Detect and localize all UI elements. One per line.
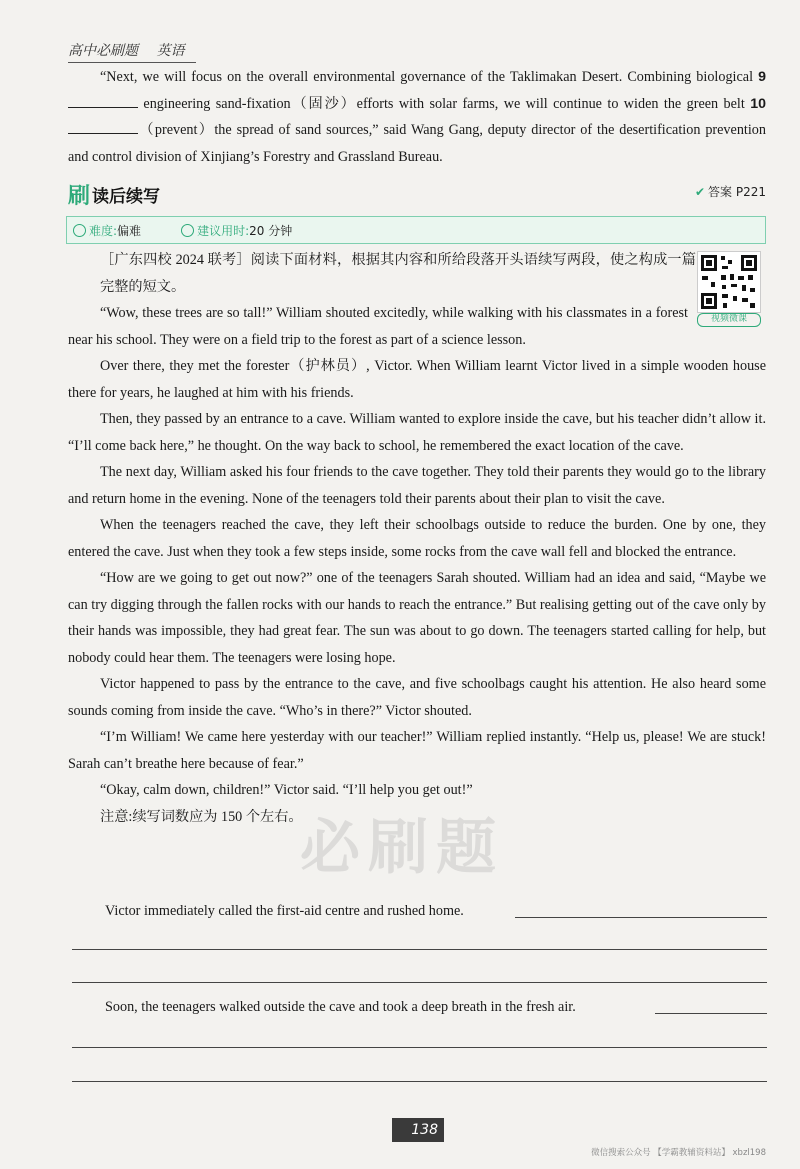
answer-reference — [695, 183, 766, 200]
suggested-time — [181, 222, 292, 239]
info-bar — [66, 216, 766, 244]
answer-label: 答案 — [708, 185, 733, 199]
intro-paragraph — [68, 64, 766, 170]
blank-10-line[interactable] — [68, 119, 138, 134]
passage-paragraph: “Okay, calm down, children!” Victor said. “I’ll help you get out!” — [100, 782, 473, 798]
writing-line[interactable] — [655, 1013, 767, 1014]
footer-credit: 微信搜索公众号 【学霸教辅资料站】 xbzl198 — [591, 1148, 766, 1158]
header-rule — [68, 62, 196, 63]
time-label: 建议用时: — [197, 223, 250, 238]
difficulty — [73, 222, 141, 239]
blank-9-number: 9 — [758, 69, 766, 85]
passage-paragraph: Victor happened to pass by the entrance to the cave, and five schoolbags caught his attention. He also heard some sounds coming from inside the cave. “Who’s in there?” Victor shouted. — [68, 676, 766, 719]
continuation-prompt-2: Soon, the teenagers walked outside the cave and took a deep breath in the fresh air. — [105, 999, 576, 1015]
page-number: 138 — [392, 1118, 444, 1142]
writing-line[interactable] — [72, 982, 767, 983]
book-title: 高中必刷题 — [68, 43, 138, 59]
passage-paragraph: The next day, William asked his four friends to the cave together. They told their parents they would go to the library and return home in the evening. None of the teenagers told their parents about their plan to visit the cave. — [68, 464, 766, 507]
passage-paragraph: Over there, they met the forester（护林员）, Victor. When William learnt Victor lived in a simple wooden house there for years, he laughed at him with his friends. — [68, 358, 766, 401]
time-value: 20 分钟 — [249, 223, 293, 238]
answer-page: P221 — [735, 185, 766, 199]
check-icon: ✔ — [694, 185, 706, 199]
word-count-note: 注意:续写词数应为 150 个左右。 — [100, 808, 303, 825]
section-title-text: 读后续写 — [92, 187, 161, 207]
continuation-prompt-1: Victor immediately called the first-aid centre and rushed home. — [105, 903, 464, 919]
writing-line[interactable] — [72, 1047, 767, 1048]
passage-paragraph: “I’m William! We came here yesterday with our teacher!” William replied instantly. “Help us, please! We are stuck! Sarah can’t breathe here because of fear.” — [68, 729, 766, 772]
intro-part-3: （prevent）the spread of sand sources,” said Wang Gang, deputy director of the desertification prevention and control division of Xinjiang’s Forestry and Grassland Bureau. — [68, 122, 766, 165]
video-lesson-label[interactable]: 视频微课 — [697, 313, 761, 327]
writing-line[interactable] — [515, 917, 767, 918]
difficulty-label: 难度: — [89, 223, 118, 238]
watermark: 必刷题 — [300, 813, 504, 883]
writing-line[interactable] — [72, 1081, 767, 1082]
intro-text — [68, 64, 766, 170]
difficulty-value: 偏难 — [117, 223, 142, 238]
section-title — [68, 179, 160, 210]
brush-icon: 刷 — [68, 184, 91, 209]
passage-paragraph: “Wow, these trees are so tall!” William shouted excitedly, while walking with his classmates in a forest near his school. They were on a field trip to the forest as part of a science lesson. — [68, 305, 688, 348]
subject-label: 英语 — [156, 43, 185, 59]
passage-paragraph: “How are we going to get out now?” one of the teenagers Sarah shouted. William had an idea and said, “Maybe we can try digging through the fallen rocks with our hands to reach the entrance.” But realising getting out of the cave only by their hands was impossible, they had great fear. The sun was about to go down. The teenagers started calling for help, but nobody could hear them. The teenagers were losing hope. — [68, 570, 766, 666]
writing-line[interactable] — [72, 949, 767, 950]
blank-10-number: 10 — [750, 95, 766, 112]
clock-icon — [181, 224, 194, 237]
intro-part-2: engineering sand-fixation（固沙）efforts with solar farms, we will continue to widen the green belt — [138, 95, 751, 112]
passage — [68, 247, 766, 830]
passage-paragraph: Then, they passed by an entrance to a cave. William wanted to explore inside the cave, but his teacher didn’t allow it. “I’ll come back here,” he thought. On the way back to school, he remembered the exact location of the cave. — [68, 411, 766, 454]
running-header — [68, 40, 184, 60]
intro-part-1: “Next, we will focus on the overall environmental governance of the Taklimakan Desert. Combining biological — [100, 69, 759, 85]
task-instruction: ［广东四校 2024 联考］阅读下面材料，根据其内容和所给段落开头语续写两段，使之构成一篇完整的短文。 — [100, 252, 696, 295]
passage-paragraph: When the teenagers reached the cave, they left their schoolbags outside to reduce the burden. One by one, they entered the cave. Just when they took a few steps inside, some rocks from the cave wall fell and blocked the entrance. — [68, 517, 766, 560]
blank-9-line[interactable] — [68, 93, 138, 108]
difficulty-icon — [73, 224, 86, 237]
